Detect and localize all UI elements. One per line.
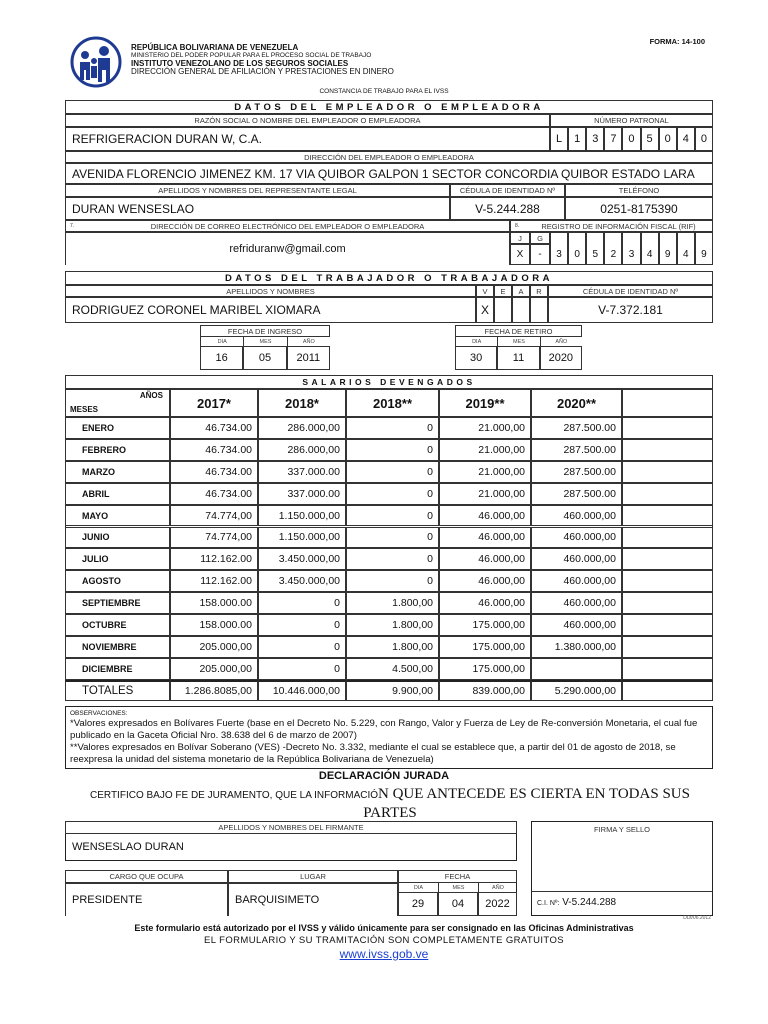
- fecha-retiro: [455, 325, 582, 370]
- salary-cell: 1.150.000,00: [258, 505, 346, 527]
- salary-cell: 337.000.00: [258, 461, 346, 483]
- salary-cell: 74.774,00: [170, 505, 258, 527]
- salary-cell: [622, 461, 713, 483]
- salary-cell: 205.000,00: [170, 658, 258, 680]
- salaries-table: [65, 389, 713, 701]
- rif-j-value: X: [510, 244, 530, 265]
- totals-label: TOTALES: [65, 680, 170, 701]
- salary-cell: [622, 527, 713, 549]
- address-label: DIRECCIÓN DEL EMPLEADOR O EMPLEADORA: [65, 151, 713, 163]
- month-label: OCTUBRE: [65, 614, 170, 636]
- salary-cell: 0: [258, 592, 346, 614]
- observation-note-2: **Valores expresados en Bolívar Soberano (VES) -Decreto No. 3.332, mediante el cual se establece que, a partir del 01 de agosto de 2018, se reexpresa la unidad del sistema monetario de la República Bolivariana de Venezuela): [70, 742, 676, 765]
- declaration-text-b: N QUE ANTECEDE ES CIERTA EN TODAS SUS PARTES: [363, 786, 690, 821]
- month-label: MAYO: [65, 505, 170, 527]
- salary-cell: [622, 439, 713, 461]
- salary-cell: 286.000,00: [258, 439, 346, 461]
- salary-cell: 0: [346, 527, 439, 549]
- rif-digit: 4: [641, 232, 659, 265]
- salary-cell: 112.162.00: [170, 548, 258, 570]
- email-num: 7.: [70, 223, 75, 229]
- cargo-value: PRESIDENTE: [65, 883, 228, 916]
- patronal-number: [550, 127, 713, 151]
- patronal-digit: 1: [568, 127, 586, 151]
- salary-cell: [622, 570, 713, 592]
- month-label: MARZO: [65, 461, 170, 483]
- fecha-retiro-ano-label: AÑO: [540, 337, 582, 346]
- worker-name: RODRIGUEZ CORONEL MARIBEL XIOMARA: [65, 297, 476, 323]
- header-direction: DIRECCIÓN GENERAL DE AFILIACIÓN Y PRESTACIONES EN DINERO: [131, 67, 394, 76]
- fecha-ingreso: [200, 325, 330, 370]
- form-version: DDi/06.2012: [683, 915, 711, 921]
- salary-cell: 3.450.000,00: [258, 548, 346, 570]
- total-cell: 5.290.000,00: [531, 680, 622, 701]
- salary-cell: 21.000,00: [439, 461, 531, 483]
- total-cell: 10.446.000,00: [258, 680, 346, 701]
- form-subtitle: CONSTANCIA DE TRABAJO PARA EL IVSS: [319, 88, 449, 95]
- salary-cell: 46.734.00: [170, 417, 258, 439]
- nationality-label-a: A: [512, 285, 530, 297]
- patronal-label: NÚMERO PATRONAL: [550, 114, 713, 127]
- cargo-label: CARGO QUE OCUPA: [65, 870, 228, 883]
- rif-digit: 3: [622, 232, 640, 265]
- patronal-digit: 7: [604, 127, 622, 151]
- worker-title: DATOS DEL TRABAJADOR O TRABAJADORA: [65, 271, 713, 285]
- rif-digit: 0: [568, 232, 586, 265]
- salary-cell: [531, 658, 622, 680]
- year-header: 2018**: [346, 389, 439, 417]
- salary-cell: [622, 636, 713, 658]
- email-label: [65, 220, 510, 232]
- rep-cedula: V-5.244.288: [450, 197, 565, 220]
- salary-cell: 21.000,00: [439, 483, 531, 505]
- firma-label: FIRMA Y SELLO: [594, 825, 650, 834]
- anos-label: AÑOS: [139, 391, 163, 400]
- patronal-digit: 0: [659, 127, 677, 151]
- observation-note-1: *Valores expresados en Bolívares Fuerte (base en el Decreto No. 5.229, con Rango, Valor y Fuerza de Ley de Re-conversión Monetaria, el cual fue publicado en la Gaceta Oficial Nro. 38.638 del 6 de marzo de 2007): [70, 718, 698, 741]
- nationality-value-e: [494, 297, 512, 323]
- year-header: [622, 389, 713, 417]
- salary-cell: 1.800,00: [346, 614, 439, 636]
- salary-cell: 175.000,00: [439, 614, 531, 636]
- rep-name: DURAN WENSESLAO: [65, 197, 450, 220]
- employer-email: refriduranw@gmail.com: [65, 232, 510, 265]
- month-label: AGOSTO: [65, 570, 170, 592]
- decl-dia-label: DIA: [398, 883, 438, 892]
- salaries-title: SALARIOS DEVENGADOS: [65, 375, 713, 389]
- worker-cedula-label: CÉDULA DE IDENTIDAD Nº: [548, 285, 713, 297]
- month-label: JUNIO: [65, 527, 170, 549]
- salary-cell: 0: [258, 636, 346, 658]
- footer-free: EL FORMULARIO Y SU TRAMITACIÓN SON COMPLETAMENTE GRATUITOS: [204, 935, 564, 946]
- nationality-value-r: [530, 297, 548, 323]
- year-header: 2020**: [531, 389, 622, 417]
- fecha-ingreso-dia: 16: [200, 346, 243, 370]
- fecha-ingreso-label: FECHA DE INGRESO: [200, 325, 330, 337]
- declaration-text-a: CERTIFICO BAJO FE DE JURAMENTO, QUE LA INFORMACIÓ: [90, 790, 379, 801]
- lugar-label: LUGAR: [228, 870, 398, 883]
- salary-cell: 1.150.000,00: [258, 527, 346, 549]
- fecha-ingreso-ano: 2011: [287, 346, 330, 370]
- fecha-ingreso-dia-label: DIA: [200, 337, 243, 346]
- ivss-website-link[interactable]: www.ivss.gob.ve: [339, 947, 429, 961]
- nationality-cells: [476, 285, 548, 323]
- salary-cell: 46.000,00: [439, 592, 531, 614]
- salary-cell: 175.000,00: [439, 658, 531, 680]
- observations-box: [65, 706, 713, 769]
- fecha-retiro-label: FECHA DE RETIRO: [455, 325, 582, 337]
- decl-ano: 2022: [478, 892, 517, 916]
- rif-digit: 5: [586, 232, 604, 265]
- worker-cedula: V-7.372.181: [548, 297, 713, 323]
- rep-cedula-label: CÉDULA DE IDENTIDAD Nº: [450, 184, 565, 197]
- salary-cell: 287.500.00: [531, 461, 622, 483]
- salary-cell: 0: [346, 570, 439, 592]
- salary-cell: 460.000,00: [531, 592, 622, 614]
- employer-title: DATOS DEL EMPLEADOR O EMPLEADORA: [65, 100, 713, 114]
- fecha-retiro-mes: 11: [497, 346, 539, 370]
- salary-cell: [622, 658, 713, 680]
- declaration-title: DECLARACIÓN JURADA: [318, 770, 450, 782]
- salary-cell: 112.162.00: [170, 570, 258, 592]
- rif-label-text: REGISTRO DE INFORMACIÓN FISCAL (RIF): [541, 221, 696, 231]
- month-label: FEBRERO: [65, 439, 170, 461]
- decl-mes: 04: [438, 892, 478, 916]
- salary-cell: 337.000.00: [258, 483, 346, 505]
- ci-value: V-5.244.288: [562, 897, 617, 908]
- salary-cell: [622, 417, 713, 439]
- ivss-logo: [70, 36, 122, 88]
- total-cell: 9.900,00: [346, 680, 439, 701]
- rif-num: 8.: [515, 223, 520, 229]
- salary-cell: 46.000,00: [439, 505, 531, 527]
- salary-cell: 460.000,00: [531, 614, 622, 636]
- fecha-retiro-ano: 2020: [540, 346, 582, 370]
- salary-cell: 286.000,00: [258, 417, 346, 439]
- rif-digit: 2: [604, 232, 622, 265]
- year-header: 2018*: [258, 389, 346, 417]
- worker-name-label: APELLIDOS Y NOMBRES: [65, 285, 476, 297]
- patronal-digit: 4: [677, 127, 695, 151]
- salary-cell: [622, 548, 713, 570]
- salary-cell: 1.380.000,00: [531, 636, 622, 658]
- salary-cell: 175.000,00: [439, 636, 531, 658]
- phone-label: TELÉFONO: [565, 184, 713, 197]
- nationality-label-e: E: [494, 285, 512, 297]
- corner-header: [65, 389, 170, 417]
- salary-cell: 46.000,00: [439, 548, 531, 570]
- total-cell: 839.000,00: [439, 680, 531, 701]
- salary-cell: 158.000.00: [170, 592, 258, 614]
- rif-g-label: G: [530, 232, 550, 244]
- month-label: NOVIEMBRE: [65, 636, 170, 658]
- fecha-label: FECHA: [398, 870, 517, 883]
- salary-cell: 287.500.00: [531, 439, 622, 461]
- month-label: SEPTIEMBRE: [65, 592, 170, 614]
- decl-ano-label: AÑO: [478, 883, 517, 892]
- salary-cell: 0: [346, 483, 439, 505]
- patronal-digit: 0: [622, 127, 640, 151]
- employer-name-label: RAZÓN SOCIAL O NOMBRE DEL EMPLEADOR O EMPLEADORA: [65, 114, 550, 127]
- salary-cell: 4.500,00: [346, 658, 439, 680]
- signer-name: WENSESLAO DURAN: [72, 841, 184, 853]
- year-header: 2017*: [170, 389, 258, 417]
- rif-digit: 9: [659, 232, 677, 265]
- decl-dia: 29: [398, 892, 438, 916]
- fecha-retiro-mes-label: MES: [497, 337, 539, 346]
- phone: 0251-8175390: [565, 197, 713, 220]
- footer-authorization: Este formulario está autorizado por el IVSS y válido únicamente para ser consignado en las Oficinas Administrativas: [134, 923, 634, 933]
- salary-cell: 460.000,00: [531, 527, 622, 549]
- rif-j-label: J: [510, 232, 530, 244]
- salary-cell: 0: [346, 461, 439, 483]
- salary-cell: 46.000,00: [439, 527, 531, 549]
- salary-cell: 158.000.00: [170, 614, 258, 636]
- month-label: ENERO: [65, 417, 170, 439]
- salary-cell: 0: [258, 614, 346, 636]
- salary-cell: 460.000,00: [531, 505, 622, 527]
- salary-cell: 1.800,00: [346, 636, 439, 658]
- rif-g-value: -: [530, 244, 550, 265]
- salary-cell: 3.450.000,00: [258, 570, 346, 592]
- rif-digits: [550, 232, 713, 265]
- rif-digit: 4: [677, 232, 695, 265]
- salary-cell: 0: [346, 548, 439, 570]
- employer-name: REFRIGERACION DURAN W, C.A.: [65, 127, 550, 151]
- employer-address: AVENIDA FLORENCIO JIMENEZ KM. 17 VIA QUIBOR GALPON 1 SECTOR CONCORDIA QUIBOR ESTADO LARA: [65, 163, 713, 184]
- salary-cell: 21.000,00: [439, 417, 531, 439]
- rif-digit: 3: [550, 232, 568, 265]
- salary-cell: [622, 614, 713, 636]
- salary-cell: [622, 505, 713, 527]
- salary-cell: 0: [346, 417, 439, 439]
- nationality-label-v: V: [476, 285, 494, 297]
- salary-cell: 46.734.00: [170, 461, 258, 483]
- month-label: DICIEMBRE: [65, 658, 170, 680]
- patronal-digit: 3: [586, 127, 604, 151]
- ci-label: C.I. Nº:: [537, 900, 560, 907]
- salary-cell: 0: [258, 658, 346, 680]
- salary-cell: 0: [346, 505, 439, 527]
- nationality-label-r: R: [530, 285, 548, 297]
- month-label: JULIO: [65, 548, 170, 570]
- salary-cell: 21.000,00: [439, 439, 531, 461]
- salary-cell: 46.000,00: [439, 570, 531, 592]
- year-header: 2019**: [439, 389, 531, 417]
- nationality-value-a: [512, 297, 530, 323]
- header-institute: INSTITUTO VENEZOLANO DE LOS SEGUROS SOCIALES: [131, 59, 349, 68]
- fecha-ingreso-ano-label: AÑO: [287, 337, 330, 346]
- decl-mes-label: MES: [438, 883, 478, 892]
- declaration-text: [80, 785, 700, 822]
- salary-cell: 46.734.00: [170, 483, 258, 505]
- meses-label: MESES: [70, 405, 99, 414]
- header-ministry: MINISTERIO DEL PODER POPULAR PARA EL PROCESO SOCIAL DE TRABAJO: [131, 52, 372, 59]
- fecha-ingreso-mes-label: MES: [243, 337, 286, 346]
- salary-cell: 205.000,00: [170, 636, 258, 658]
- observations-label: OBSERVACIONES:: [70, 710, 128, 717]
- patronal-digit: 5: [641, 127, 659, 151]
- total-cell: [622, 680, 713, 701]
- signer-label: APELLIDOS Y NOMBRES DEL FIRMANTE: [65, 821, 517, 834]
- salary-cell: 46.734.00: [170, 439, 258, 461]
- salary-cell: 287.500.00: [531, 483, 622, 505]
- salary-cell: 460.000,00: [531, 570, 622, 592]
- patronal-digit: 0: [695, 127, 713, 151]
- month-label: ABRIL: [65, 483, 170, 505]
- lugar-value: BARQUISIMETO: [228, 883, 398, 916]
- salary-cell: 460.000,00: [531, 548, 622, 570]
- nationality-value-v: X: [476, 297, 494, 323]
- salary-cell: [622, 483, 713, 505]
- patronal-digit: L: [550, 127, 568, 151]
- salary-cell: [622, 592, 713, 614]
- rif-digit: 9: [695, 232, 713, 265]
- rif-label: [510, 220, 713, 232]
- salary-cell: 74.774,00: [170, 527, 258, 549]
- salary-cell: 287.500.00: [531, 417, 622, 439]
- total-cell: 1.286.8085,00: [170, 680, 258, 701]
- signer-ci: [531, 891, 713, 916]
- fecha-retiro-dia-label: DIA: [455, 337, 497, 346]
- form-code: FORMA: 14-100: [649, 37, 705, 46]
- fecha-ingreso-mes: 05: [243, 346, 286, 370]
- fecha-retiro-dia: 30: [455, 346, 497, 370]
- header-republic: REPÚBLICA BOLIVARIANA DE VENEZUELA: [131, 43, 299, 52]
- rep-label: APELLIDOS Y NOMBRES DEL REPRESENTANTE LEGAL: [65, 184, 450, 197]
- email-label-text: DIRECCIÓN DE CORREO ELECTRÓNICO DEL EMPLEADOR O EMPLEADORA: [150, 221, 425, 231]
- salary-cell: 0: [346, 439, 439, 461]
- salary-cell: 1.800,00: [346, 592, 439, 614]
